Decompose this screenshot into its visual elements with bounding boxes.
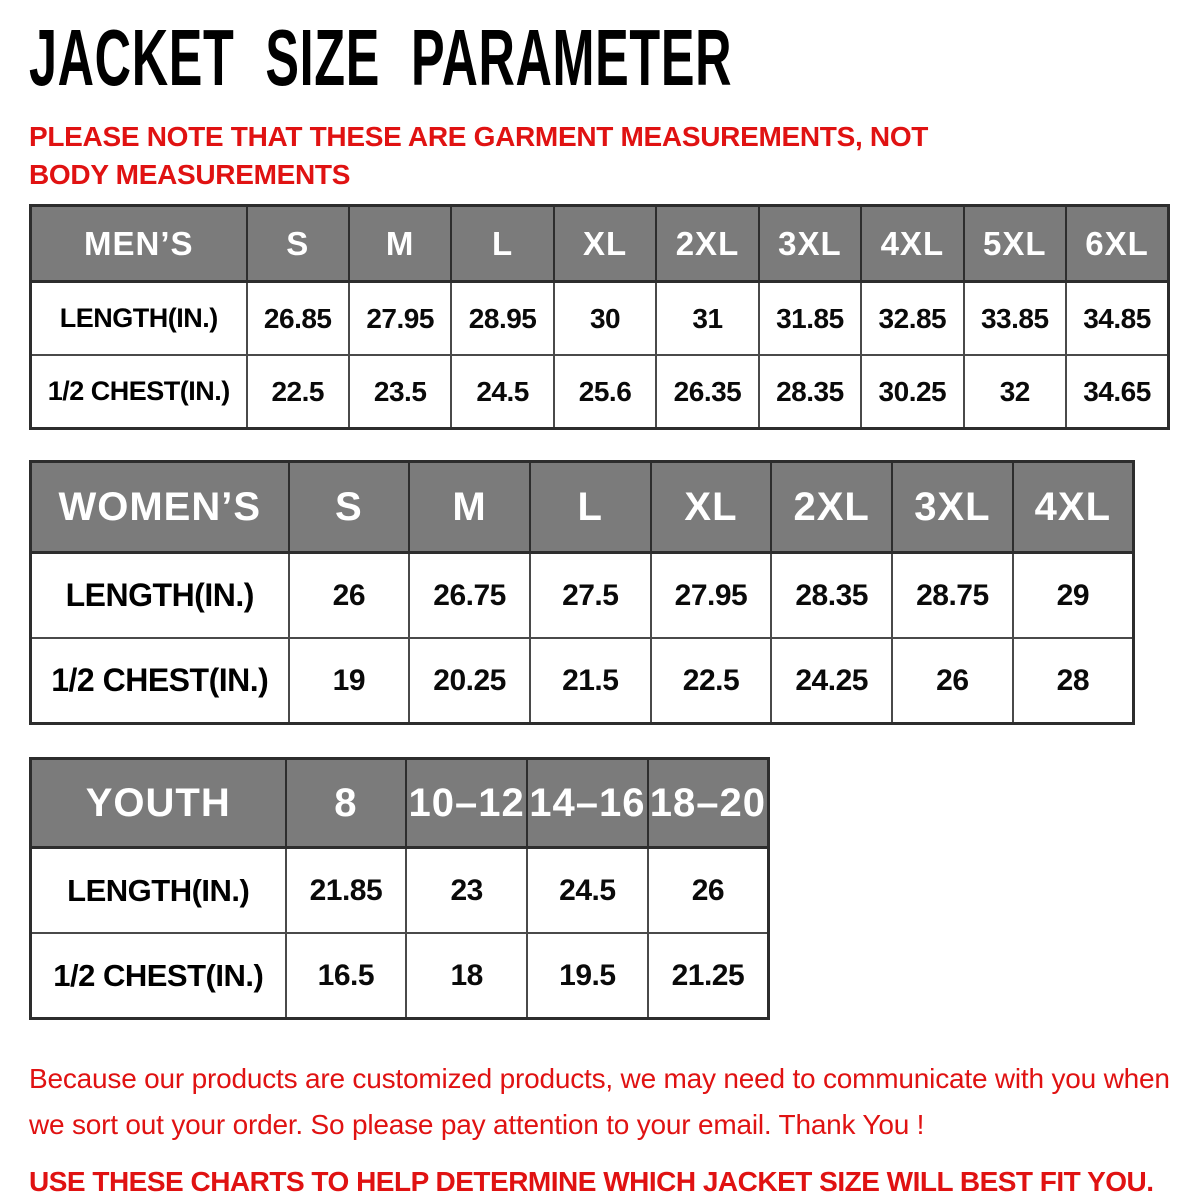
- row-label-cell: LENGTH(IN.): [31, 848, 286, 934]
- value-cell: 24.25: [771, 638, 892, 724]
- size-header-cell: M: [349, 206, 451, 282]
- value-cell: 34.85: [1066, 282, 1169, 356]
- value-cell: 27.95: [651, 553, 772, 639]
- header-row: [31, 206, 1169, 282]
- value-cell: 22.5: [651, 638, 772, 724]
- value-cell: 27.95: [349, 282, 451, 356]
- value-cell: 21.5: [530, 638, 651, 724]
- size-header-cell: 3XL: [892, 462, 1013, 553]
- value-cell: 27.5: [530, 553, 651, 639]
- page-title: JACKET SIZE PARAMETER: [29, 13, 733, 102]
- table-row: [31, 848, 769, 934]
- value-cell: 32: [964, 355, 1066, 429]
- size-header-cell: 4XL: [1013, 462, 1134, 553]
- table-row: [31, 355, 1169, 429]
- table-title-cell: MEN’S: [31, 206, 247, 282]
- value-cell: 33.85: [964, 282, 1066, 356]
- value-cell: 28: [1013, 638, 1134, 724]
- table-row: [31, 553, 1134, 639]
- size-header-cell: L: [530, 462, 651, 553]
- value-cell: 29: [1013, 553, 1134, 639]
- value-cell: 26.35: [656, 355, 758, 429]
- value-cell: 26.75: [409, 553, 530, 639]
- row-label-cell: 1/2 CHEST(IN.): [31, 933, 286, 1019]
- size-header-cell: 4XL: [861, 206, 963, 282]
- value-cell: 22.5: [247, 355, 349, 429]
- youth-size-table: [29, 757, 770, 1020]
- value-cell: 20.25: [409, 638, 530, 724]
- value-cell: 23: [406, 848, 527, 934]
- size-header-cell: L: [451, 206, 553, 282]
- size-header-cell: 6XL: [1066, 206, 1169, 282]
- customized-products-note: Because our products are customized products, we may need to communicate with you when we sort out your order. So please pay attention to your email. Thank You !: [29, 1063, 1170, 1140]
- value-cell: 34.65: [1066, 355, 1169, 429]
- value-cell: 25.6: [554, 355, 656, 429]
- size-header-cell: 8: [286, 759, 407, 848]
- table-title-cell: WOMEN’S: [31, 462, 289, 553]
- row-label-cell: LENGTH(IN.): [31, 282, 247, 356]
- size-header-cell: 10–12: [406, 759, 527, 848]
- size-header-cell: 18–20: [648, 759, 769, 848]
- garment-measurement-note: PLEASE NOTE THAT THESE ARE GARMENT MEASUREMENTS, NOT BODY MEASUREMENTS: [29, 121, 929, 190]
- value-cell: 24.5: [451, 355, 553, 429]
- size-header-cell: S: [247, 206, 349, 282]
- row-label-cell: LENGTH(IN.): [31, 553, 289, 639]
- value-cell: 21.25: [648, 933, 769, 1019]
- chart-usage-note: USE THESE CHARTS TO HELP DETERMINE WHICH JACKET SIZE WILL BEST FIT YOU.: [29, 1166, 1154, 1197]
- size-header-cell: 2XL: [771, 462, 892, 553]
- value-cell: 28.35: [759, 355, 861, 429]
- row-label-cell: 1/2 CHEST(IN.): [31, 355, 247, 429]
- size-header-cell: S: [289, 462, 410, 553]
- size-header-cell: 3XL: [759, 206, 861, 282]
- value-cell: 28.95: [451, 282, 553, 356]
- table-title-cell: YOUTH: [31, 759, 286, 848]
- size-header-cell: 2XL: [656, 206, 758, 282]
- value-cell: 26: [648, 848, 769, 934]
- row-label-cell: 1/2 CHEST(IN.): [31, 638, 289, 724]
- table-row: [31, 282, 1169, 356]
- value-cell: 30.25: [861, 355, 963, 429]
- value-cell: 21.85: [286, 848, 407, 934]
- womens-size-table: [29, 460, 1135, 725]
- header-row: [31, 462, 1134, 553]
- size-header-cell: XL: [554, 206, 656, 282]
- table-row: [31, 638, 1134, 724]
- size-header-cell: XL: [651, 462, 772, 553]
- value-cell: 31.85: [759, 282, 861, 356]
- value-cell: 26: [892, 638, 1013, 724]
- table-row: [31, 933, 769, 1019]
- value-cell: 23.5: [349, 355, 451, 429]
- value-cell: 19.5: [527, 933, 648, 1019]
- value-cell: 32.85: [861, 282, 963, 356]
- size-header-cell: 5XL: [964, 206, 1066, 282]
- size-header-cell: 14–16: [527, 759, 648, 848]
- value-cell: 26.85: [247, 282, 349, 356]
- value-cell: 31: [656, 282, 758, 356]
- value-cell: 19: [289, 638, 410, 724]
- value-cell: 28.75: [892, 553, 1013, 639]
- value-cell: 30: [554, 282, 656, 356]
- value-cell: 28.35: [771, 553, 892, 639]
- mens-size-table: [29, 204, 1170, 430]
- size-header-cell: M: [409, 462, 530, 553]
- value-cell: 18: [406, 933, 527, 1019]
- value-cell: 24.5: [527, 848, 648, 934]
- value-cell: 26: [289, 553, 410, 639]
- value-cell: 16.5: [286, 933, 407, 1019]
- header-row: [31, 759, 769, 848]
